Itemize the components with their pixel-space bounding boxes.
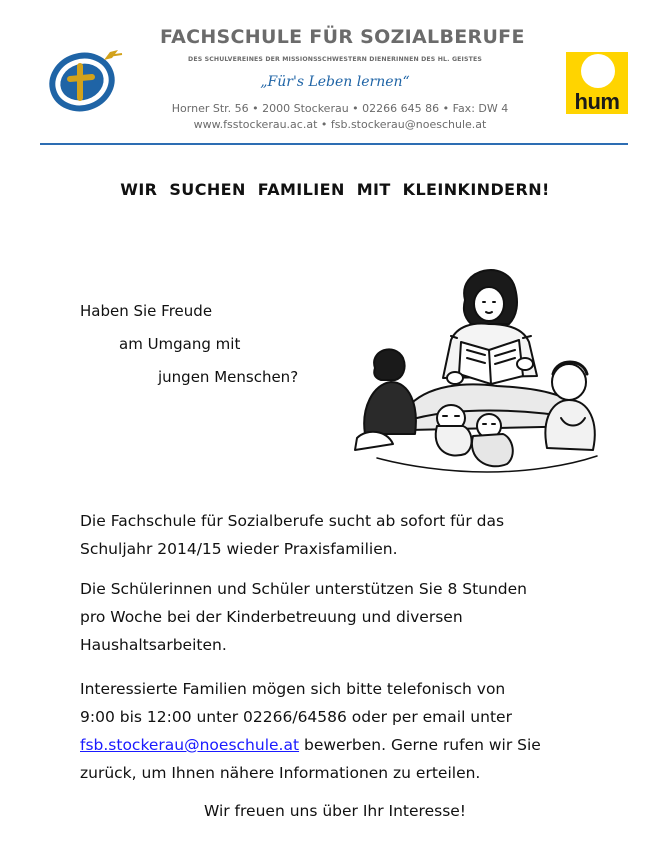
paragraph-contact — [80, 675, 600, 787]
paragraph-support-line: pro Woche bei der Kinderbetreuung und diversen — [80, 608, 463, 626]
school-name: FACHSCHULE FÜR SOZIALBERUFE — [160, 26, 525, 48]
paragraph-contact-line: Interessierte Familien mögen sich bitte telefonisch von — [80, 680, 506, 698]
paragraph-contact-line-with-email — [80, 731, 600, 759]
paragraph-intro-line: Schuljahr 2014/15 wieder Praxisfamilien. — [80, 540, 398, 558]
school-cross-logo-icon — [46, 46, 130, 114]
email-link[interactable]: fsb.stockerau@noeschule.at — [80, 736, 300, 754]
paragraph-contact-line: zurück, um Ihnen nähere Informationen zu erteilen. — [80, 764, 481, 782]
school-subtitle: DES SCHULVEREINES DER MISSIONSSCHWESTERN DIENERINNEN DES HL. GEISTES — [188, 56, 482, 63]
paragraph-contact-line: 9:00 bis 12:00 unter 02266/64586 oder per email unter — [80, 708, 512, 726]
school-web-contact: www.fsstockerau.ac.at • fsb.stockerau@noeschule.at — [193, 118, 487, 131]
paragraph-support-line: Die Schülerinnen und Schüler unterstützen Sie 8 Stunden — [80, 580, 528, 598]
school-address: Horner Str. 56 • 2000 Stockerau • 02266 645 86 • Fax: DW 4 — [171, 102, 509, 115]
question-line-1: Haben Sie Freude — [80, 302, 213, 320]
letterhead — [0, 0, 670, 147]
paragraph-support — [80, 575, 600, 659]
paragraph-intro — [80, 507, 600, 563]
hum-logo-text: hum — [574, 89, 620, 114]
paragraph-intro-line: Die Fachschule für Sozialberufe sucht ab sofort für das — [80, 512, 505, 530]
question-line-2: am Umgang mit — [119, 335, 241, 353]
closing-line: Wir freuen uns über Ihr Interesse! — [203, 802, 467, 820]
woman-reading-to-children-icon — [347, 258, 617, 488]
paragraph-support-line: Haushaltsarbeiten. — [80, 636, 227, 654]
hum-logo-circle-icon — [581, 54, 615, 88]
hum-logo — [566, 52, 628, 114]
page-headline: WIR SUCHEN FAMILIEN MIT KLEINKINDERN! — [120, 180, 550, 199]
question-line-3: jungen Menschen? — [158, 368, 299, 386]
header-divider — [40, 143, 628, 145]
paragraph-contact-text: bewerben. Gerne rufen wir Sie — [299, 736, 541, 754]
school-motto: „Für's Leben lernen“ — [260, 74, 410, 90]
